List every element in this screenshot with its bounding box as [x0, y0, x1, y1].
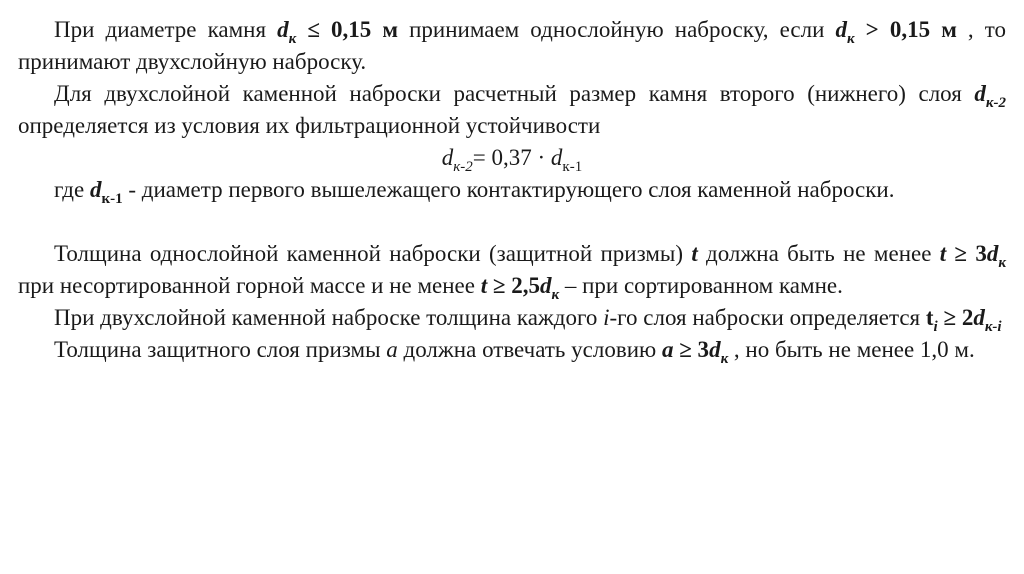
paragraph-single-layer-thickness [18, 238, 1006, 302]
var-d: d [277, 17, 289, 42]
condition-value: ≥ 3 [946, 241, 987, 266]
text: должна отвечать условию [397, 337, 662, 362]
var-d: d [441, 145, 454, 170]
var-d: d [550, 145, 563, 170]
condition-value: ≥ 3 [673, 337, 710, 362]
var-i: i [603, 305, 610, 330]
subscript-k: к [551, 287, 560, 303]
text: где [54, 177, 90, 202]
var-d: d [986, 241, 999, 266]
text: При диаметре камня [54, 17, 278, 42]
var-a: а [386, 337, 398, 362]
paragraph-protective-layer [18, 334, 1006, 366]
var-d: d [539, 273, 552, 298]
text: Толщина однослойной каменной наброски (защитной призмы) [54, 241, 692, 266]
text: Толщина защитного слоя призмы [54, 337, 387, 362]
text: -го слоя наброски определяется [609, 305, 926, 330]
subscript-k: к [847, 31, 855, 47]
text: – при сортированном камне. [559, 273, 843, 298]
subscript-k1: к-1 [562, 159, 583, 175]
var-d: d [89, 177, 102, 202]
var-d: d [709, 337, 721, 362]
paragraph-two-layer-stone-size [18, 78, 1006, 142]
var-t: t [691, 241, 698, 266]
var-a: а [661, 337, 674, 362]
paragraph-single-layer-condition [18, 14, 1006, 78]
text: принимаем однослойную наброску, если [398, 17, 836, 42]
text: , то принимают двухслойную наброску. [18, 17, 1007, 74]
var-t: t [480, 273, 488, 298]
text: - диаметр первого вышележащего контактирующего слоя каменной наброски. [122, 177, 895, 202]
text: при несортированной горной массе и не менее [18, 273, 481, 298]
document-page [18, 14, 1006, 366]
subscript-k2: к-2 [985, 95, 1006, 111]
subscript-k2: к-2 [453, 159, 473, 175]
condition-value: > 0,15 м [854, 17, 957, 42]
paragraph-where-definition [18, 174, 1006, 206]
subscript-k: к [998, 255, 1006, 271]
var-d: d [974, 81, 986, 106]
var-d: d [835, 17, 847, 42]
condition-value: ≥ 2 [937, 305, 974, 330]
var-t: t [925, 305, 934, 330]
subscript-i: i [933, 319, 938, 335]
formula-dk2 [18, 142, 1006, 174]
subscript-k: к [288, 31, 297, 47]
text: При двухслойной каменной наброске толщина каждого [54, 305, 604, 330]
condition-value: ≤ 0,15 м [296, 17, 399, 42]
subscript-k: к [720, 351, 729, 367]
subscript-k1: к-1 [101, 191, 123, 207]
text: , но быть не менее 1,0 м. [728, 337, 975, 362]
blank-line [18, 206, 1006, 238]
var-d: d [973, 305, 985, 330]
paragraph-two-layer-thickness [18, 302, 1006, 334]
text: определяется из условия их фильтрационной устойчивости [18, 113, 601, 138]
text: должна быть не менее [697, 241, 940, 266]
condition-value: ≥ 2,5 [487, 273, 540, 298]
text: Для двухслойной каменной наброски расчетный размер камня второго (нижнего) слоя [54, 81, 975, 106]
subscript-ki: к-i [984, 319, 1002, 335]
var-t: t [939, 241, 947, 266]
formula-equals: = 0,37 · [472, 145, 551, 170]
